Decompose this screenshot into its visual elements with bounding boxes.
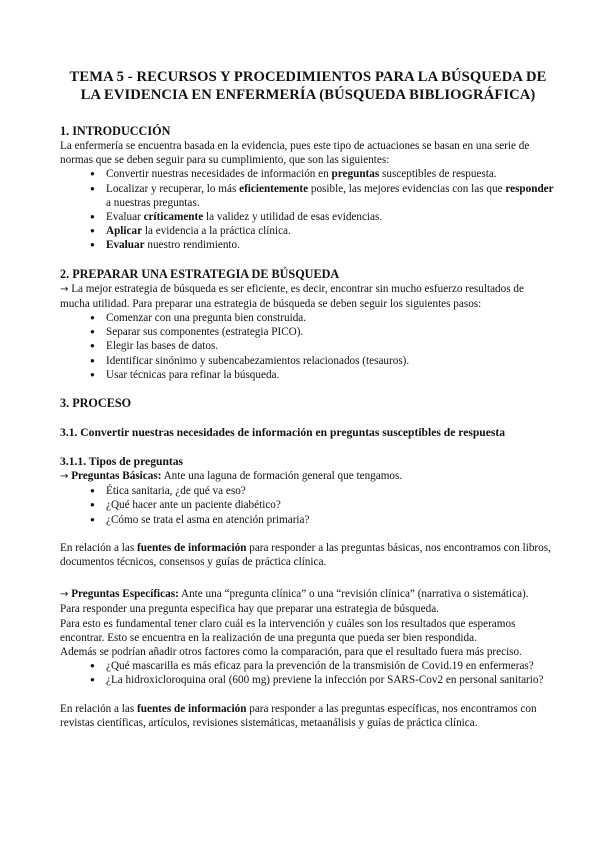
basicas-examples-list	[60, 484, 556, 527]
arrow-icon: →	[60, 283, 69, 295]
list-item: ● ¿La hidroxicloroquina oral (600 mg) previene la infección por SARS-Cov2 en personal sanitario?	[92, 673, 556, 687]
preguntas-basicas-paragraph: → Preguntas Básicas: Ante una laguna de formación general que tengamos.	[60, 470, 403, 483]
norms-list	[60, 167, 556, 252]
list-item: ● ¿Cómo se trata el asma en atención primaria?	[92, 513, 556, 527]
list-item: ● Evaluar nuestro rendimiento.	[92, 238, 556, 252]
section-heading-introduccion: 1. INTRODUCCIÓN	[60, 124, 171, 138]
list-item: ● Evaluar críticamente la validez y utilidad de esas evidencias.	[92, 210, 556, 224]
preguntas-especificas-paragraph: → Preguntas Específicas: Ante una “pregunta clínica” o una “revisión clínica” (narrativa o sistemática).	[60, 588, 529, 601]
subsection-heading-3-1: 3.1. Convertir nuestras necesidades de información en preguntas susceptibles de respuesta	[60, 426, 506, 440]
list-item: ● ¿Qué hacer ante un paciente diabético?	[92, 498, 556, 512]
especificas-fuentes-paragraph: En relación a las fuentes de información para responder a las preguntas específicas, nos encontramos con revistas científicas, artículos, revisiones sistemáticas, metaanálisis y guías de práctica clínica.	[60, 702, 537, 729]
steps-list	[60, 311, 556, 382]
basicas-fuentes-paragraph: En relación a las fuentes de información para responder a las preguntas básicas, nos encontramos con libros, documentos técnicos, consensos y guías de práctica clínica.	[60, 541, 551, 569]
especificas-paragraph-3: Además se podrían añadir otros factores como la comparación, para que el resultado fuera más preciso.	[60, 646, 522, 659]
arrow-icon: →	[60, 589, 69, 601]
list-item: ● Elegir las bases de datos.	[92, 339, 556, 353]
list-item: ● Ética sanitaria, ¿de qué va eso?	[92, 484, 556, 498]
especificas-examples-list	[60, 659, 556, 687]
section-heading-proceso: 3. PROCESO	[60, 396, 132, 411]
section-heading-estrategia: 2. PREPARAR UNA ESTRATEGIA DE BÚSQUEDA	[60, 266, 340, 281]
list-item: ● Localizar y recuperar, lo más eficientemente posible, las mejores evidencias con las que responder a nuestras preguntas.	[92, 182, 556, 210]
intro-paragraph: La enfermería se encuentra basada en la evidencia, pues este tipo de actuaciones se basan en una serie de normas que se deben seguir para su cumplimiento, que son las siguientes:	[60, 140, 530, 167]
list-item: ● Aplicar la evidencia a la práctica clínica.	[92, 224, 556, 238]
document-title: TEMA 5 - RECURSOS Y PROCEDIMIENTOS PARA LA BÚSQUEDA DE LA EVIDENCIA EN ENFERMERÍA (BÚSQUEDA BIBLIOGRÁFICA)	[69, 69, 547, 103]
subsection-heading-3-1-1: 3.1.1. Tipos de preguntas	[60, 455, 184, 469]
list-item: ● ¿Qué mascarilla es más eficaz para la prevención de la transmisión de Covid.19 en enfermeras?	[92, 659, 556, 673]
list-item: ● Convertir nuestras necesidades de información en preguntas susceptibles de respuesta.	[92, 167, 556, 181]
list-item: ● Identificar sinónimo y subencabezamientos relacionados (tesauros).	[92, 354, 556, 368]
list-item: ● Comenzar con una pregunta bien construida.	[92, 311, 556, 325]
arrow-icon: →	[60, 471, 69, 483]
list-item: ● Separar sus componentes (estrategia PICO).	[92, 325, 556, 339]
list-item: ● Usar técnicas para refinar la búsqueda.	[92, 368, 556, 382]
especificas-paragraph-1: Para responder una pregunta especifica hay que preparar una estrategia de búsqueda.	[60, 603, 439, 616]
especificas-paragraph-2: Para esto es fundamental tener claro cuál es la intervención y cuáles son los resultados que esperamos encontrar. Esto se encuentra en la realización de una pregunta que pueda ser bien respondida.	[60, 617, 516, 644]
estrategia-paragraph: → La mejor estrategia de búsqueda es ser eficiente, es decir, encontrar sin mucho esfuerzo resultados de mucha utilidad. Para preparar una estrategia de búsqueda se deben seguir los siguientes pasos:	[60, 282, 524, 310]
